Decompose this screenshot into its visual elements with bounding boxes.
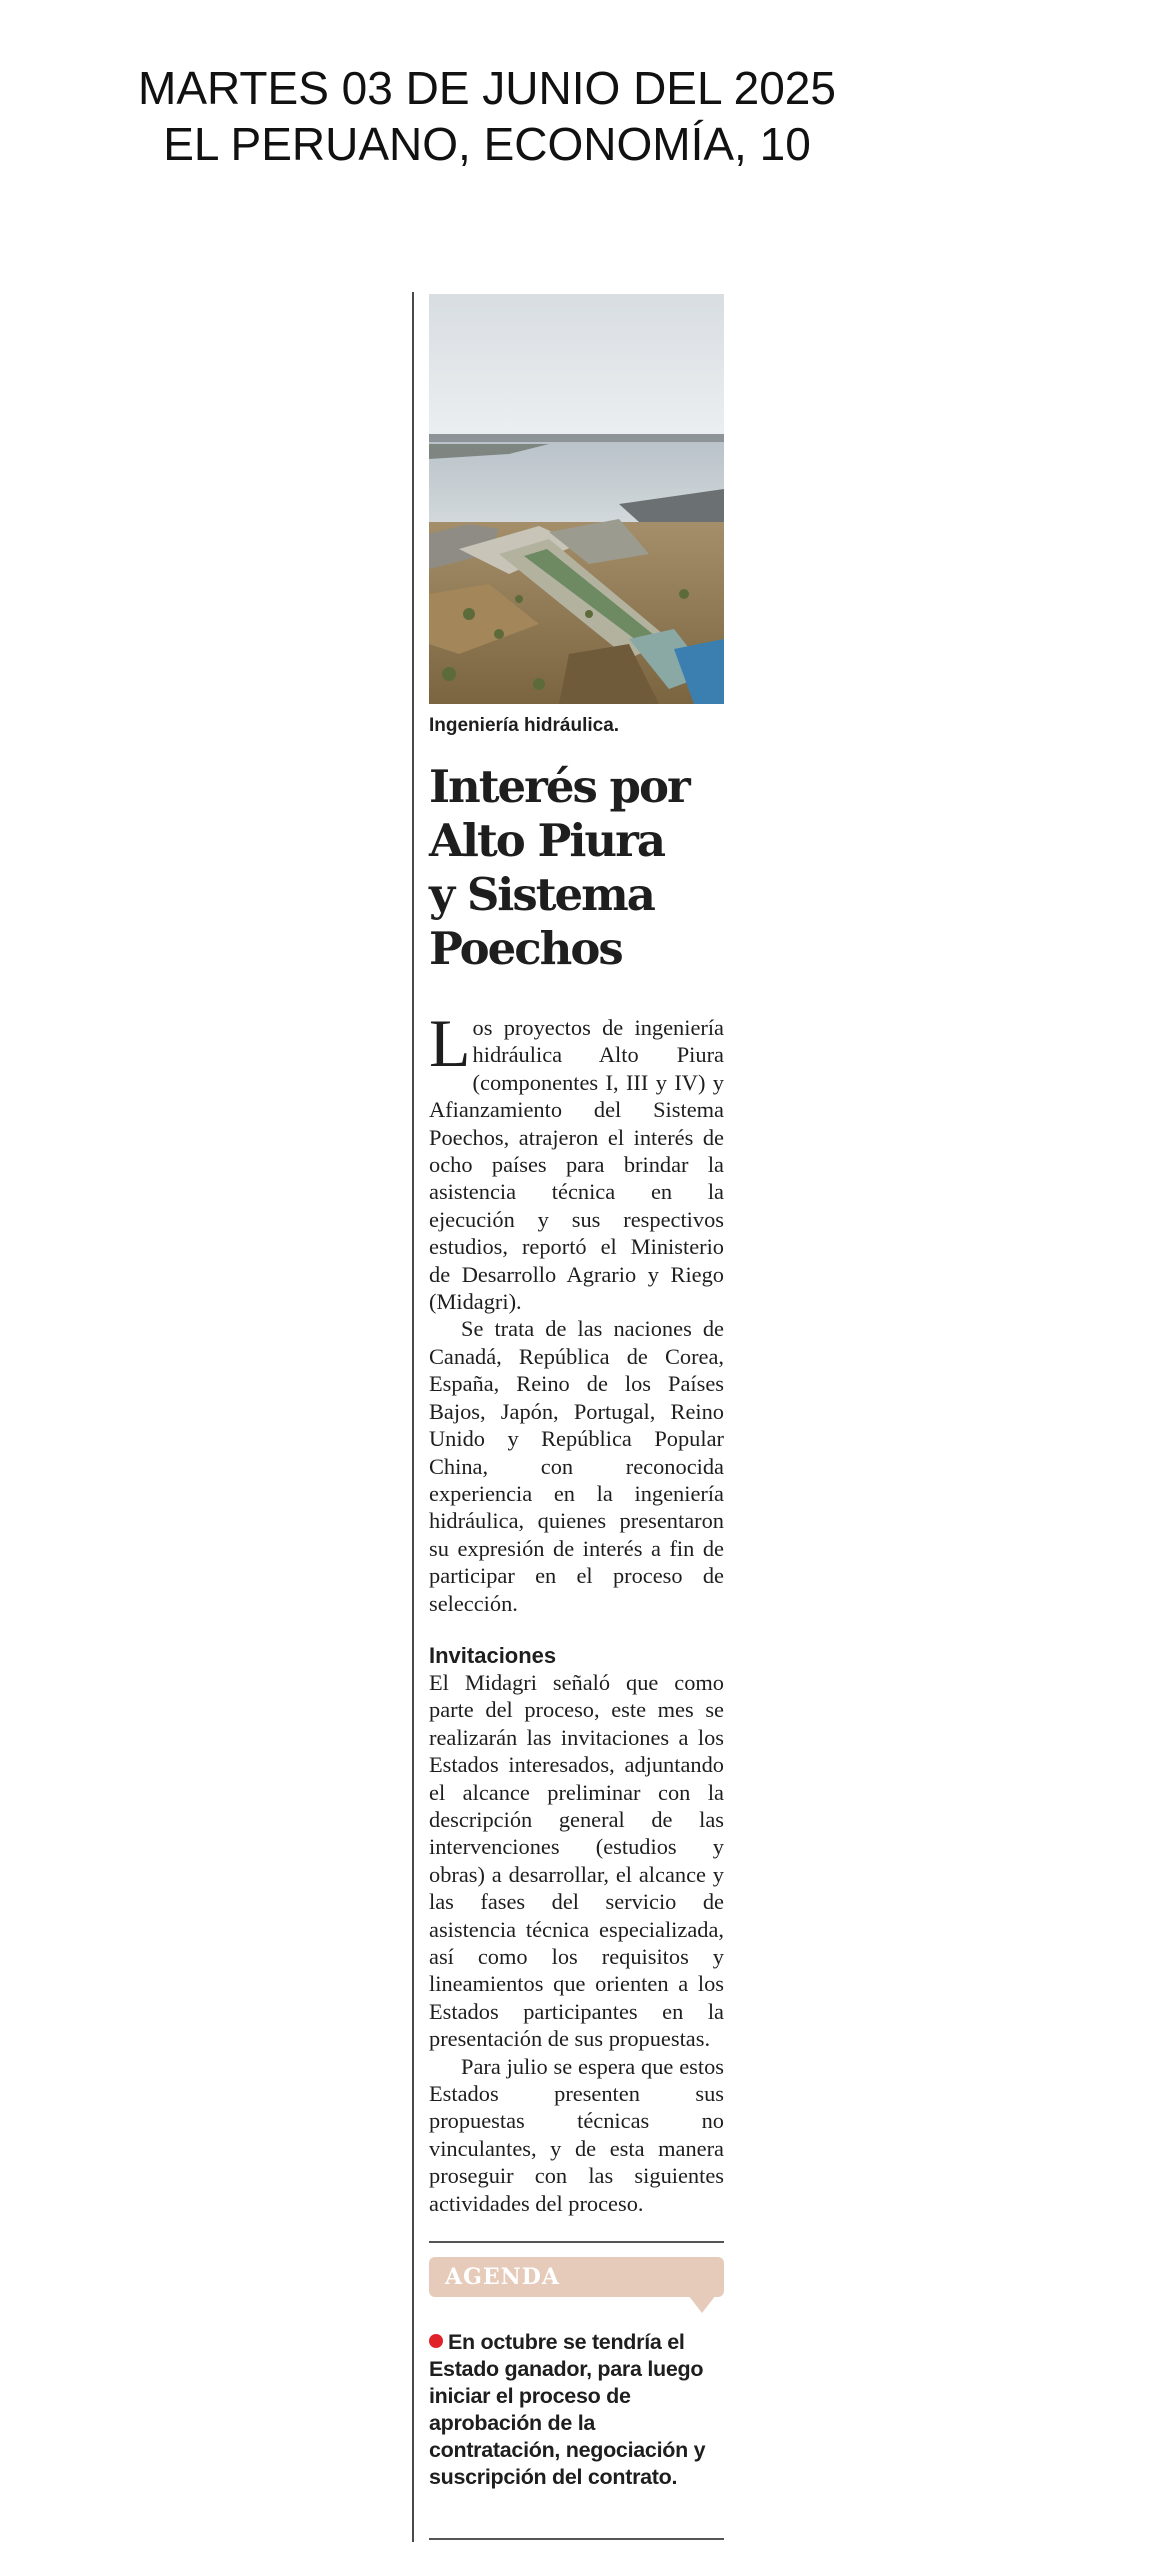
dam-photo [429,294,724,704]
drop-cap: L [429,1005,471,1081]
headline-line: Alto Piura [429,814,664,867]
headline-line: Interés por [429,760,689,813]
publication-source: EL PERUANO, ECONOMÍA, 10 [163,118,811,170]
headline-line: y Sistema [429,868,654,921]
headline-line: Poechos [429,922,622,975]
dam-photo-image [429,294,724,704]
article [429,294,724,2491]
paragraph-text: os proyectos de ingeniería hidráulica Alto Piura (componentes I, III y IV) y Afianzamiento del Sistema Poechos, atrajeron el interés de ocho países para brindar la asistencia técnica en la ejecución y sus respectivos estudios, reportó el Ministerio de Desarrollo Agrario y Riego (Midagri). [429,1015,724,1315]
agenda-tag-pointer [688,2295,716,2313]
agenda-label: AGENDA [429,2257,724,2297]
agenda-text [429,2329,724,2491]
article-body [429,1005,724,2217]
divider [429,2241,724,2243]
paragraph: El Midagri señaló que como parte del proceso, este mes se realizarán las invitaciones a los Estados interesados, adjuntando el alcance preliminar con la descripción general de las intervenciones (estudios y obras) a desarrollar, el alcance y las fases del servicio de asistencia técnica especializada, así como los requisitos y lineamientos que orienten a los Estados participantes en la presentación de sus propuestas. [429,1669,724,2052]
publication-date: MARTES 03 DE JUNIO DEL 2025 [138,62,836,114]
page-header [0,60,1164,172]
paragraph: Se trata de las naciones de Canadá, República de Corea, España, Reino de los Países Bajos, Japón, Portugal, Reino Unido y República Popular China, con reconocida experiencia en la ingeniería hidráulica, quienes presentaron su expresión de interés a fin de participar en el proceso de selección. [429,1316,724,1616]
bottom-divider [429,2538,724,2540]
column-rule [412,292,414,2542]
agenda-text-content: En octubre se tendría el Estado ganador, para luego iniciar el proceso de aprobación de la contratación, negociación y suscripción del contrato. [429,2330,706,2490]
headline [429,760,724,976]
paragraph [429,1005,724,1315]
bullet-dot-icon [429,2334,443,2348]
paragraph: Para julio se espera que estos Estados presenten sus propuestas técnicas no vinculantes, y de esta manera proseguir con las siguientes actividades del proceso. [429,2053,724,2216]
subhead: Invitaciones [429,1642,557,1668]
agenda-box [429,2257,724,2319]
photo-caption: Ingeniería hidráulica. [429,715,620,736]
